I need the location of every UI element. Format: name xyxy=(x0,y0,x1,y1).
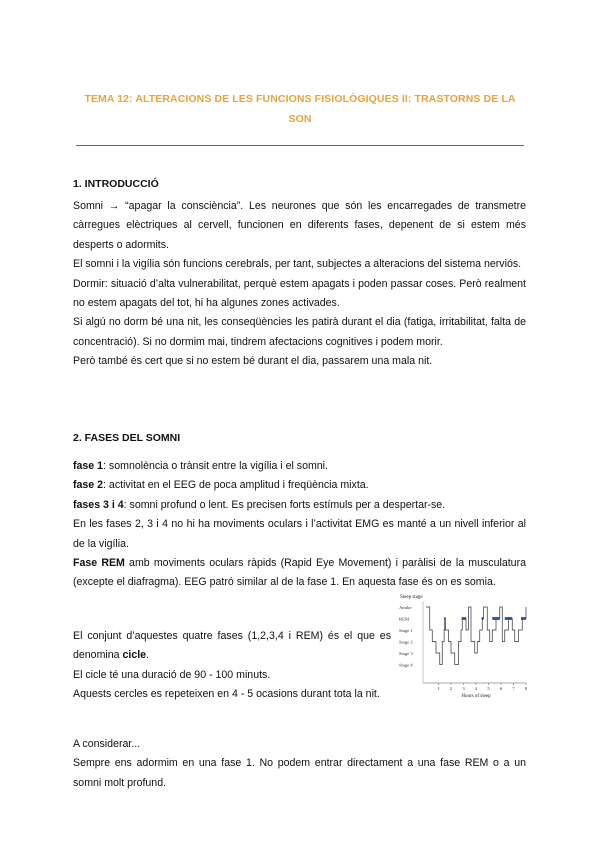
cicle-after: . xyxy=(146,649,149,662)
sleep-stage-line xyxy=(426,607,526,665)
section-heading-fases: 2. FASES DEL SOMNI xyxy=(73,432,181,444)
fase-34-text: : somni profund o lent. Es precisen forts estímuls per a despertar-se. xyxy=(123,498,446,511)
cicle-line xyxy=(73,627,391,666)
sleep-stage-chart-svg xyxy=(398,588,530,708)
fases-body xyxy=(73,457,526,593)
document-title: TEMA 12: ALTERACIONS DE LES FUNCIONS FISIOLÒGIQUES II: TRASTORNS DE LA SON xyxy=(84,93,516,125)
x-tick-label: 8 xyxy=(524,686,528,691)
x-tick-label: 4 xyxy=(474,686,478,691)
fase-34-line xyxy=(73,496,526,515)
fase-1-text: : somnolència o trànsit entre la vigília i el somni. xyxy=(103,460,328,472)
paragraph: El somni i la vigília són funcions cerebrals, per tant, subjectes a alteracions del sistema nerviós. xyxy=(73,258,522,271)
paragraph: En les fases 2, 3 i 4 no hi ha moviments oculars i l’activitat EMG es manté a un nivell inferior al de la vigília. xyxy=(73,518,526,550)
paragraph: Però també és cert que si no estem bé durant el dia, passarem una mala nit. xyxy=(73,355,433,368)
title-divider xyxy=(76,145,524,146)
fase-rem-label: Fase REM xyxy=(73,557,125,570)
rem-period-bar xyxy=(521,617,526,620)
y-tick-label: Awake xyxy=(399,604,412,610)
rem-period-bar xyxy=(462,617,466,620)
fase-1-line xyxy=(73,457,526,476)
paragraph: Dormir: situació d’alta vulnerabilitat, perquè estem apagats i poden passar coses. Però realment no estem apagats del tot, hi ha algunes zones activades. xyxy=(73,277,526,310)
introduccio-body xyxy=(73,197,526,372)
x-axis-label: Hours of sleep xyxy=(461,694,491,699)
y-tick-label: REM xyxy=(399,616,409,622)
rem-period-bar xyxy=(492,617,500,620)
fase-34-label: fases 3 i 4 xyxy=(73,498,124,511)
fase-2-label: fase 2 xyxy=(73,479,104,492)
fase-2-text: : activitat en el EEG de poca amplitud i freqüència mixta. xyxy=(103,479,369,492)
y-tick-label: Stage 1 xyxy=(399,627,413,633)
section-heading-introduccio: 1. INTRODUCCIÓ xyxy=(73,178,159,190)
sleep-stage-chart xyxy=(398,588,530,708)
rem-period-bar xyxy=(444,617,446,620)
fase-rem-text: amb moviments oculars ràpids (Rapid Eye Movement) i paràlisi de la musculatura (excepte el diafragma). EEG patró similar al de la fase 1. En aquesta fase és on es somia. xyxy=(73,557,526,589)
x-tick-label: 6 xyxy=(499,686,503,691)
rem-period-bar xyxy=(482,617,484,620)
fase-1-label: fase 1 xyxy=(73,460,104,472)
cicle-body xyxy=(73,627,391,705)
chart-title: Sleep stage xyxy=(400,595,423,600)
x-tick-label: 5 xyxy=(487,686,490,691)
y-tick-label: Stage 2 xyxy=(399,639,413,645)
y-tick-label: Stage 4 xyxy=(399,662,413,668)
paragraph: Sempre ens adormim en una fase 1. No podem entrar directament a una fase REM o a un somni molt profund. xyxy=(73,757,526,789)
cicle-before: El conjunt d’aquestes quatre fases (1,2,3,4 i REM) és el que es denomina xyxy=(73,630,391,662)
cicle-term: cicle xyxy=(122,649,147,662)
rem-period-bar xyxy=(505,617,513,620)
paragraph: Si algú no dorm bé una nit, les conseqüències les patirà durant el dia (fatiga, irritabilitat, falta de concentració). Si no dormim mai, tindrem afectacions cognitives i podem morir. xyxy=(73,316,526,348)
considerar-body xyxy=(73,735,526,793)
paragraph: Somni → “apagar la consciència”. Les neurones que són les encarregades de transmetre càrregues elèctriques al cervell, funcionen en diferents fases, depenent de si estem més desperts o adormits. xyxy=(73,200,526,251)
x-tick-label: 2 xyxy=(449,686,453,691)
paragraph: El cicle té una duració de 90 - 100 minuts. xyxy=(73,668,271,681)
fase-2-line xyxy=(73,476,526,495)
paragraph: Aquests cercles es repeteixen en 4 - 5 ocasions durant tota la nit. xyxy=(73,688,380,701)
x-tick-label: 1 xyxy=(437,686,440,691)
x-tick-label: 7 xyxy=(512,686,515,691)
y-tick-label: Stage 3 xyxy=(399,650,413,656)
x-tick-label: 3 xyxy=(462,686,465,691)
paragraph: A considerar... xyxy=(73,738,141,750)
